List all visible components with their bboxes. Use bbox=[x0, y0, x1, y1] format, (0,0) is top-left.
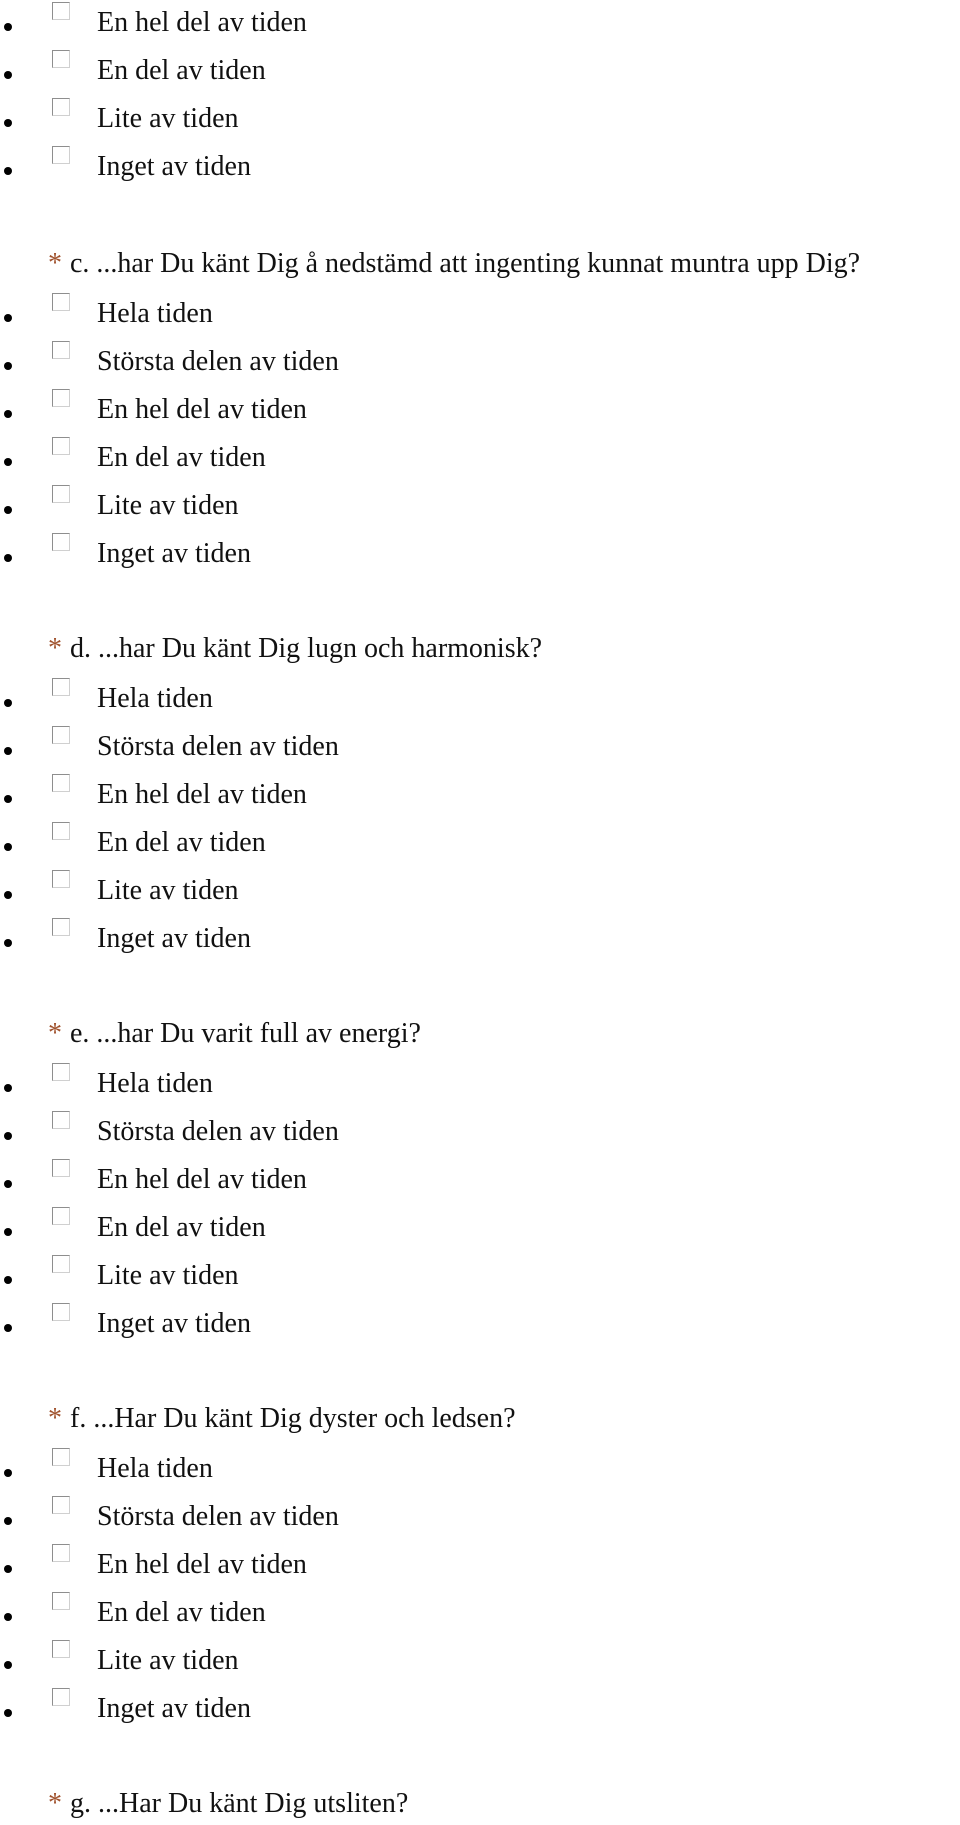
option-label: Lite av tiden bbox=[97, 103, 239, 134]
checkbox[interactable] bbox=[52, 437, 70, 455]
option-label: Lite av tiden bbox=[97, 875, 239, 906]
bullet-icon bbox=[4, 1469, 12, 1477]
list-item[interactable] bbox=[0, 1301, 960, 1345]
required-marker: * bbox=[48, 248, 62, 279]
checkbox[interactable] bbox=[52, 1688, 70, 1706]
list-item[interactable] bbox=[0, 1205, 960, 1249]
question-title bbox=[48, 1017, 421, 1051]
bullet-icon bbox=[4, 1565, 12, 1573]
option-label: Hela tiden bbox=[97, 683, 213, 714]
checkbox[interactable] bbox=[52, 1111, 70, 1129]
checkbox[interactable] bbox=[52, 1544, 70, 1562]
checkbox[interactable] bbox=[52, 1448, 70, 1466]
required-marker: * bbox=[48, 1788, 62, 1819]
bullet-icon bbox=[4, 1661, 12, 1669]
checkbox[interactable] bbox=[52, 822, 70, 840]
list-item[interactable] bbox=[0, 0, 960, 44]
option-label: En del av tiden bbox=[97, 55, 266, 86]
required-marker: * bbox=[48, 633, 62, 664]
bullet-icon bbox=[4, 1613, 12, 1621]
question-text: e. ...har Du varit full av energi? bbox=[70, 1018, 421, 1049]
checkbox[interactable] bbox=[52, 870, 70, 888]
question-text: c. ...har Du känt Dig å nedstämd att ingenting kunnat muntra upp Dig? bbox=[70, 248, 861, 279]
option-label: Lite av tiden bbox=[97, 1260, 239, 1291]
bullet-icon bbox=[4, 1180, 12, 1188]
list-item[interactable] bbox=[0, 724, 960, 768]
bullet-icon bbox=[4, 795, 12, 803]
bullet-icon bbox=[4, 119, 12, 127]
list-item[interactable] bbox=[0, 1253, 960, 1297]
list-item[interactable] bbox=[0, 96, 960, 140]
bullet-icon bbox=[4, 167, 12, 175]
checkbox[interactable] bbox=[52, 1207, 70, 1225]
checkbox[interactable] bbox=[52, 1592, 70, 1610]
list-item[interactable] bbox=[0, 676, 960, 720]
option-label: Största delen av tiden bbox=[97, 1501, 339, 1532]
option-label: Inget av tiden bbox=[97, 923, 251, 954]
option-label: Hela tiden bbox=[97, 1453, 213, 1484]
bullet-icon bbox=[4, 554, 12, 562]
option-label: En del av tiden bbox=[97, 1212, 266, 1243]
list-item[interactable] bbox=[0, 1638, 960, 1682]
list-item[interactable] bbox=[0, 1494, 960, 1538]
option-label: En hel del av tiden bbox=[97, 779, 307, 810]
list-item[interactable] bbox=[0, 387, 960, 431]
bullet-icon bbox=[4, 843, 12, 851]
required-marker: * bbox=[48, 1403, 62, 1434]
list-item[interactable] bbox=[0, 1590, 960, 1634]
option-label: Största delen av tiden bbox=[97, 731, 339, 762]
checkbox[interactable] bbox=[52, 1303, 70, 1321]
bullet-icon bbox=[4, 699, 12, 707]
checkbox[interactable] bbox=[52, 1063, 70, 1081]
option-label: Lite av tiden bbox=[97, 1645, 239, 1676]
option-label: Hela tiden bbox=[97, 1068, 213, 1099]
bullet-icon bbox=[4, 506, 12, 514]
list-item[interactable] bbox=[0, 1157, 960, 1201]
option-label: En del av tiden bbox=[97, 1597, 266, 1628]
bullet-icon bbox=[4, 891, 12, 899]
checkbox[interactable] bbox=[52, 918, 70, 936]
bullet-icon bbox=[4, 314, 12, 322]
option-label: Största delen av tiden bbox=[97, 1116, 339, 1147]
bullet-icon bbox=[4, 1709, 12, 1717]
question-text: d. ...har Du känt Dig lugn och harmonisk? bbox=[70, 633, 543, 664]
required-marker: * bbox=[48, 1018, 62, 1049]
option-label: Största delen av tiden bbox=[97, 346, 339, 377]
bullet-icon bbox=[4, 1228, 12, 1236]
bullet-icon bbox=[4, 410, 12, 418]
checkbox[interactable] bbox=[52, 774, 70, 792]
checkbox[interactable] bbox=[52, 389, 70, 407]
option-label: En hel del av tiden bbox=[97, 394, 307, 425]
bullet-icon bbox=[4, 1324, 12, 1332]
list-item[interactable] bbox=[0, 48, 960, 92]
list-item[interactable] bbox=[0, 1061, 960, 1105]
checkbox[interactable] bbox=[52, 1496, 70, 1514]
checkbox[interactable] bbox=[52, 98, 70, 116]
checkbox[interactable] bbox=[52, 485, 70, 503]
list-item[interactable] bbox=[0, 291, 960, 335]
checkbox[interactable] bbox=[52, 293, 70, 311]
bullet-icon bbox=[4, 23, 12, 31]
option-label: En hel del av tiden bbox=[97, 7, 307, 38]
list-item[interactable] bbox=[0, 1686, 960, 1730]
list-item[interactable] bbox=[0, 1542, 960, 1586]
checkbox[interactable] bbox=[52, 2, 70, 20]
bullet-icon bbox=[4, 362, 12, 370]
list-item[interactable] bbox=[0, 772, 960, 816]
checkbox[interactable] bbox=[52, 50, 70, 68]
bullet-icon bbox=[4, 458, 12, 466]
checkbox[interactable] bbox=[52, 341, 70, 359]
question-text: g. ...Har Du känt Dig utsliten? bbox=[70, 1788, 409, 1819]
question-title bbox=[48, 1787, 408, 1821]
option-label: Inget av tiden bbox=[97, 538, 251, 569]
checkbox[interactable] bbox=[52, 726, 70, 744]
list-item[interactable] bbox=[0, 1109, 960, 1153]
list-item[interactable] bbox=[0, 916, 960, 960]
option-label: En hel del av tiden bbox=[97, 1549, 307, 1580]
checkbox[interactable] bbox=[52, 1255, 70, 1273]
bullet-icon bbox=[4, 747, 12, 755]
option-label: En del av tiden bbox=[97, 827, 266, 858]
option-label: Hela tiden bbox=[97, 298, 213, 329]
list-item[interactable] bbox=[0, 339, 960, 383]
list-item[interactable] bbox=[0, 868, 960, 912]
list-item[interactable] bbox=[0, 531, 960, 575]
option-label: Inget av tiden bbox=[97, 1693, 251, 1724]
list-item[interactable] bbox=[0, 1446, 960, 1490]
bullet-icon bbox=[4, 1132, 12, 1140]
bullet-icon bbox=[4, 1084, 12, 1092]
option-label: Inget av tiden bbox=[97, 1308, 251, 1339]
list-item[interactable] bbox=[0, 144, 960, 188]
checkbox[interactable] bbox=[52, 1159, 70, 1177]
checkbox[interactable] bbox=[52, 146, 70, 164]
question-title bbox=[48, 247, 860, 281]
bullet-icon bbox=[4, 1517, 12, 1525]
question-text: f. ...Har Du känt Dig dyster och ledsen? bbox=[70, 1403, 516, 1434]
checkbox[interactable] bbox=[52, 678, 70, 696]
bullet-icon bbox=[4, 1276, 12, 1284]
option-label: Inget av tiden bbox=[97, 151, 251, 182]
list-item[interactable] bbox=[0, 483, 960, 527]
checkbox[interactable] bbox=[52, 533, 70, 551]
option-label: En del av tiden bbox=[97, 442, 266, 473]
checkbox[interactable] bbox=[52, 1640, 70, 1658]
option-label: En hel del av tiden bbox=[97, 1164, 307, 1195]
question-title bbox=[48, 1402, 516, 1436]
list-item[interactable] bbox=[0, 435, 960, 479]
bullet-icon bbox=[4, 939, 12, 947]
list-item[interactable] bbox=[0, 820, 960, 864]
bullet-icon bbox=[4, 71, 12, 79]
question-title bbox=[48, 632, 542, 666]
option-label: Lite av tiden bbox=[97, 490, 239, 521]
